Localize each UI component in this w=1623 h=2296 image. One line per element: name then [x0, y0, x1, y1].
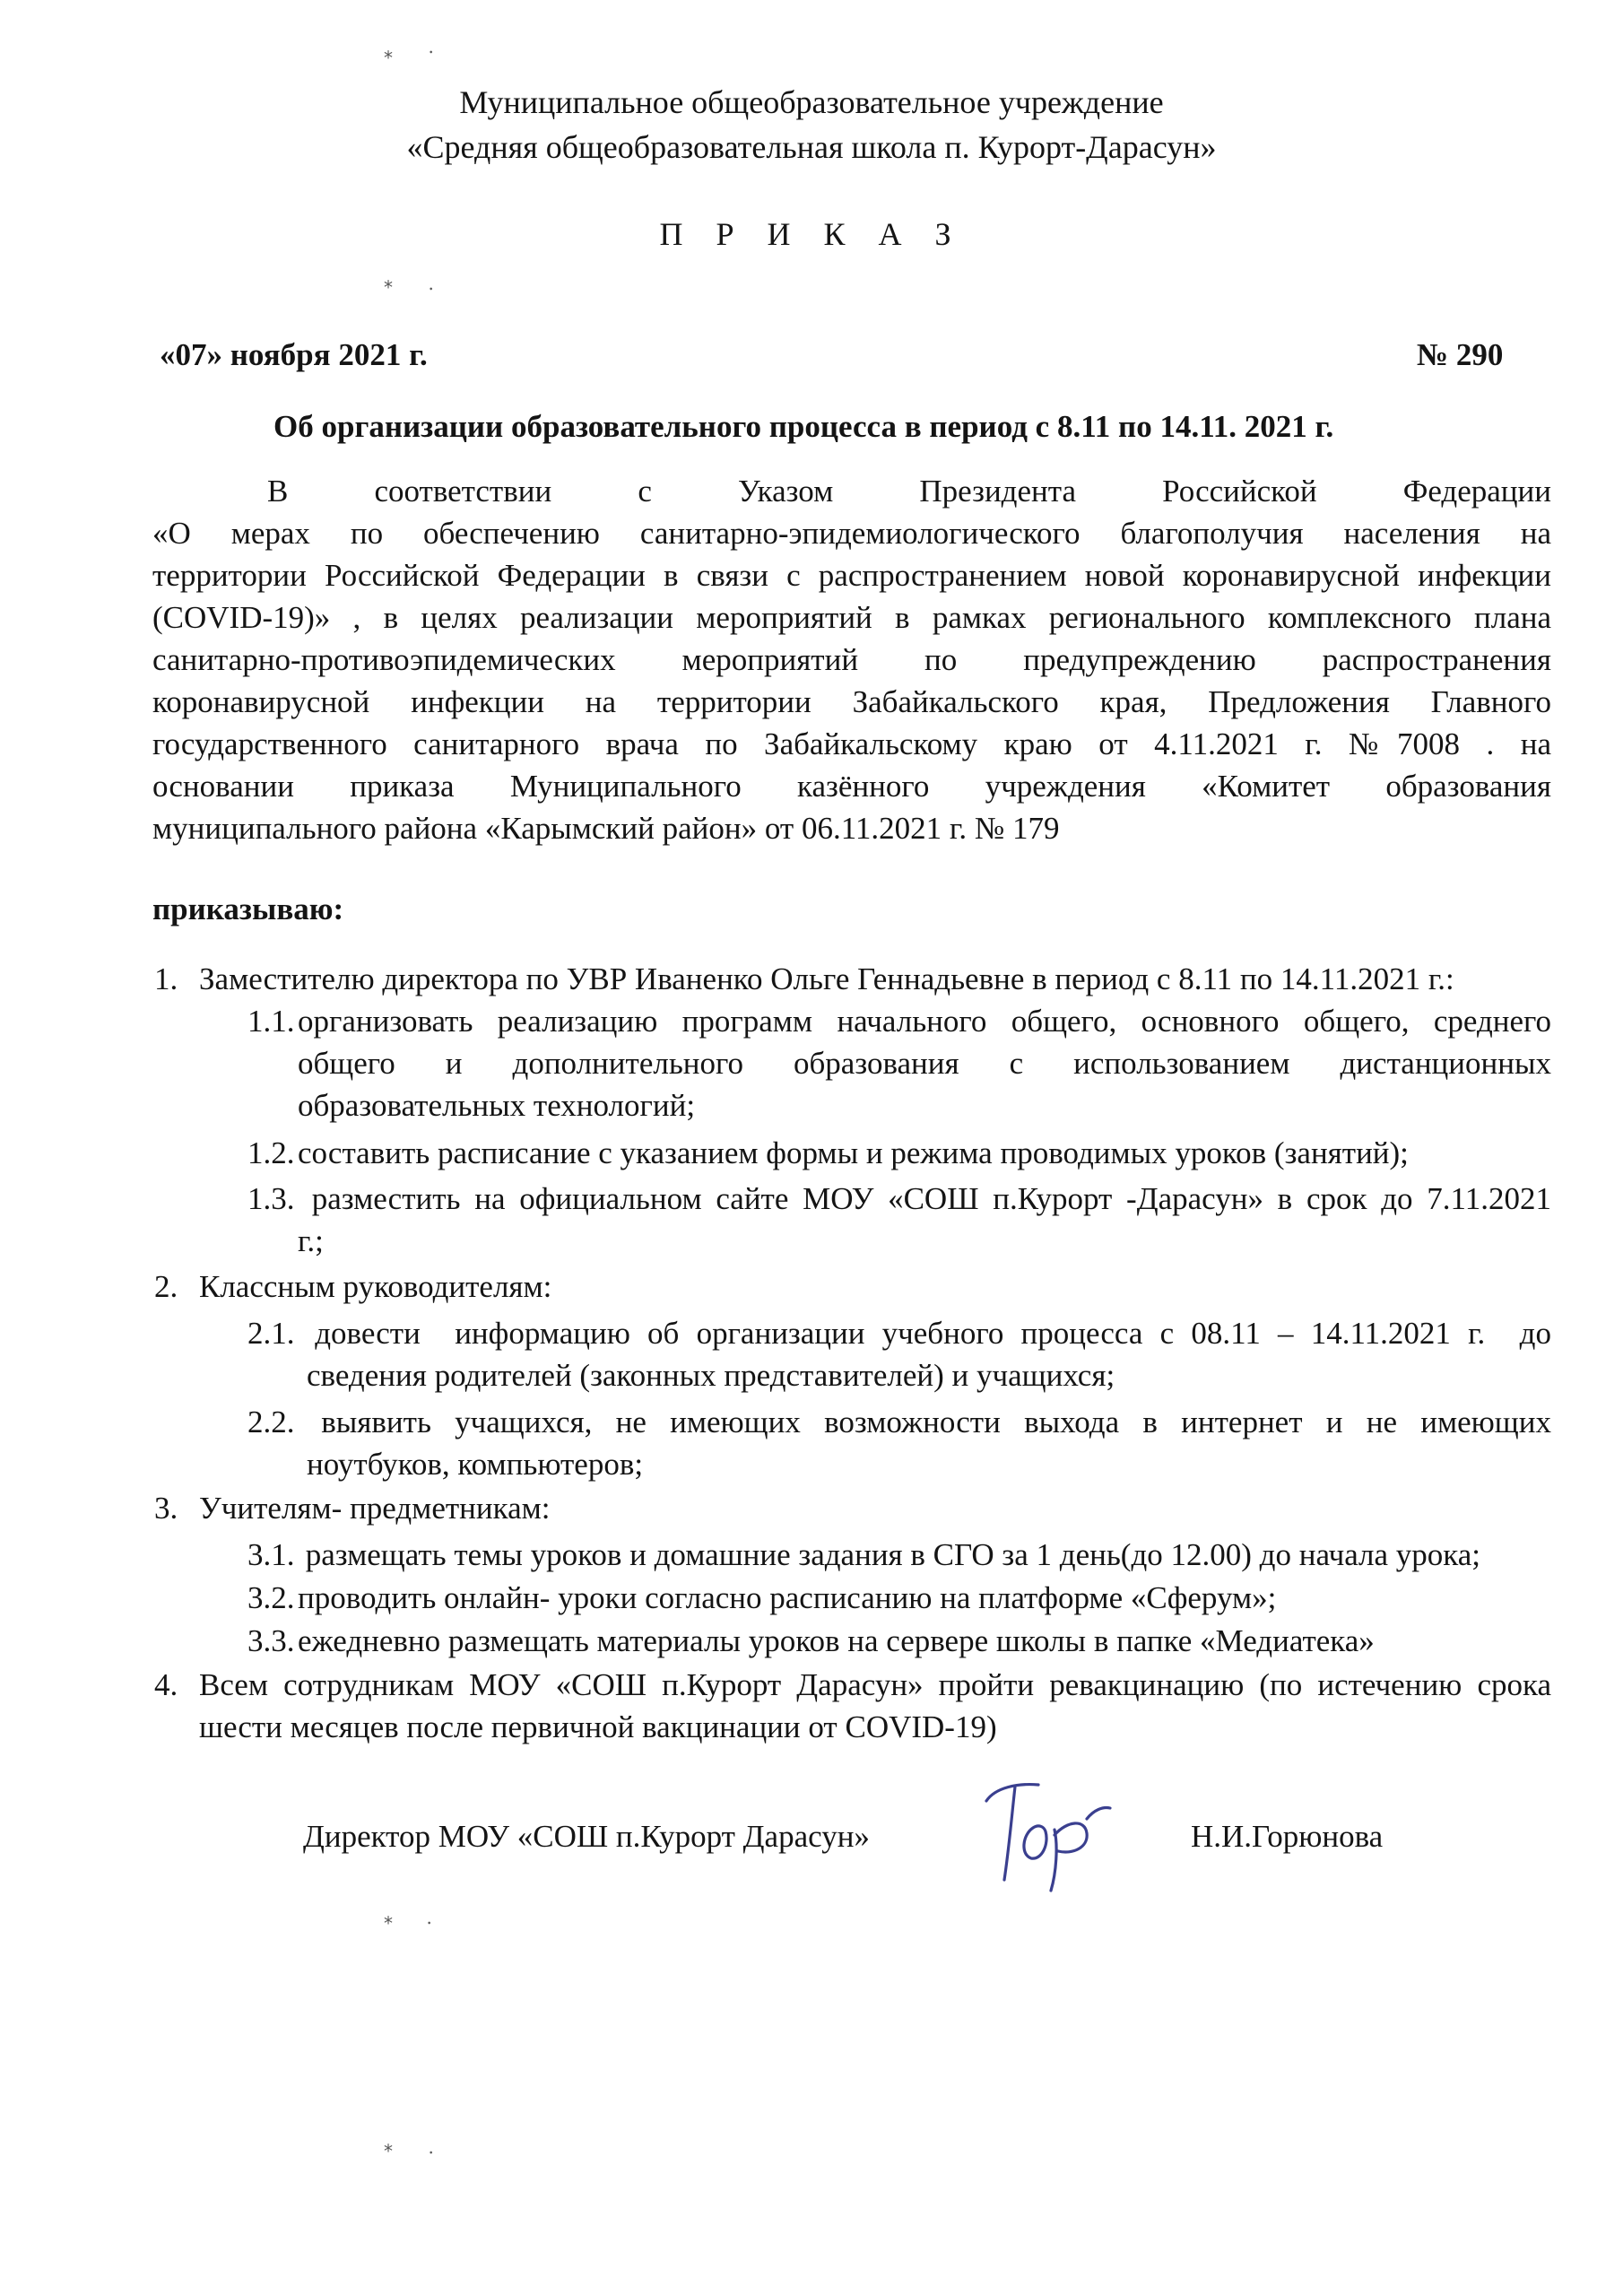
org-name-line-2: «Средняя общеобразовательная школа п. Курорт-Дарасун» — [406, 129, 1217, 165]
subitem-number: 3.1. — [247, 1537, 295, 1572]
order-subject: Об организации образовательного процесса в период с 8.11 по 14.11. 2021 г. — [273, 409, 1334, 444]
subitem-number: 3.3. — [247, 1623, 295, 1658]
subitem-text: общего и дополнительного образования с использованием дистанционных — [298, 1046, 1551, 1081]
preamble-line: муниципального района «Карымский район» от 06.11.2021 г. № 179 — [152, 811, 1060, 846]
item-number: 1. — [154, 961, 178, 996]
preamble-line: коронавирусной инфекции на территории Забайкальского края, Предложения Главного — [152, 684, 1551, 719]
subitem-text: ноутбуков, компьютеров; — [307, 1447, 644, 1482]
subitem-number: 2.2. — [247, 1405, 295, 1439]
signatory-name: Н.И.Горюнова — [1191, 1819, 1384, 1854]
subitem-number: 1.2. — [247, 1135, 295, 1170]
item-text: Классным руководителям: — [199, 1269, 552, 1304]
preamble-line: В соответствии с Указом Президента Российской Федерации — [267, 474, 1551, 509]
preamble-line: государственного санитарного врача по Забайкальскому краю от 4.11.2021 г. №7008 . на — [152, 726, 1551, 761]
item-number: 3. — [154, 1491, 178, 1526]
preamble-line: территории Российской Федерации в связи с распространением новой коронавирусной инфекции — [152, 558, 1551, 593]
item-text: Заместителю директора по УВР Иваненко Ольге Геннадьевне в период с 8.11 по 14.11.2021 г.: — [199, 961, 1454, 996]
subitem-text: довести информацию об организации учебного процесса с 08.11 – 14.11.2021 г. до — [298, 1316, 1551, 1351]
preamble-line: «О мерах по обеспечению санитарно-эпидемиологического благополучия населения на — [152, 516, 1551, 551]
signatory-position: Директор МОУ «СОШ п.Курорт Дарасун» — [303, 1819, 870, 1854]
subitem-text: г.; — [298, 1223, 324, 1258]
preamble-line: основании приказа Муниципального казённого учреждения «Комитет образования — [152, 769, 1551, 804]
item-text: Учителям- предметникам: — [199, 1491, 551, 1526]
subitem-text: организовать реализацию программ начального общего, основного общего, среднего — [298, 1004, 1551, 1039]
scan-speck: ⁎ — [384, 1907, 393, 1928]
subitem-text: выявить учащихся, не имеющих возможности выхода в интернет и не имеющих — [298, 1405, 1551, 1439]
org-name-line-1: Муниципальное общеобразовательное учреждение — [459, 84, 1164, 120]
scan-speck: ⁎ — [384, 41, 393, 63]
subitem-text: проводить онлайн- уроки согласно расписанию на платформе «Сферум»; — [298, 1580, 1277, 1615]
order-word: приказываю: — [152, 891, 344, 926]
scan-speck: ⁎ — [384, 2135, 393, 2156]
preamble-line: (COVID-19)» , в целях реализации мероприятий в рамках регионального комплексного плана — [152, 600, 1551, 635]
scan-speck: ⸱ — [427, 1912, 432, 1934]
handwritten-signature — [968, 1765, 1121, 1900]
subitem-text: образовательных технологий; — [298, 1088, 696, 1123]
subitem-number: 2.1. — [247, 1316, 295, 1351]
order-date: «07» ноября 2021 г. — [160, 337, 428, 372]
preamble-line: санитарно-противоэпидемических мероприятий по предупреждению распространения — [152, 642, 1551, 677]
subitem-number: 1.3. — [247, 1181, 295, 1216]
document-title: П Р И К А З — [659, 216, 964, 252]
scan-speck: ⸱ — [429, 2142, 434, 2163]
item-text: шести месяцев после первичной вакцинации от COVID-19) — [199, 1709, 997, 1744]
item-number: 4. — [154, 1667, 178, 1702]
subitem-text: размещать темы уроков и домашние задания в СГО за 1 день(до 12.00) до начала урока; — [298, 1537, 1481, 1572]
item-text: Всем сотрудникам МОУ «СОШ п.Курорт Дарасун» пройти ревакцинацию (по истечению срока — [199, 1667, 1551, 1702]
scan-speck: ⸱ — [429, 41, 434, 63]
subitem-text: составить расписание с указанием формы и режима проводимых уроков (занятий); — [298, 1135, 1409, 1170]
subitem-number: 3.2. — [247, 1580, 295, 1615]
scan-speck: ⁎ — [384, 271, 393, 292]
subitem-text: ежедневно размещать материалы уроков на сервере школы в папке «Медиатека» — [298, 1623, 1375, 1658]
order-number: № 290 — [1417, 337, 1504, 372]
scan-speck: ⸱ — [429, 278, 434, 300]
item-number: 2. — [154, 1269, 178, 1304]
subitem-text: разместить на официальном сайте МОУ «СОШ п.Курорт -Дарасун» в срок до 7.11.2021 — [298, 1181, 1551, 1216]
subitem-number: 1.1. — [247, 1004, 295, 1039]
subitem-text: сведения родителей (законных представителей) и учащихся; — [307, 1358, 1115, 1393]
